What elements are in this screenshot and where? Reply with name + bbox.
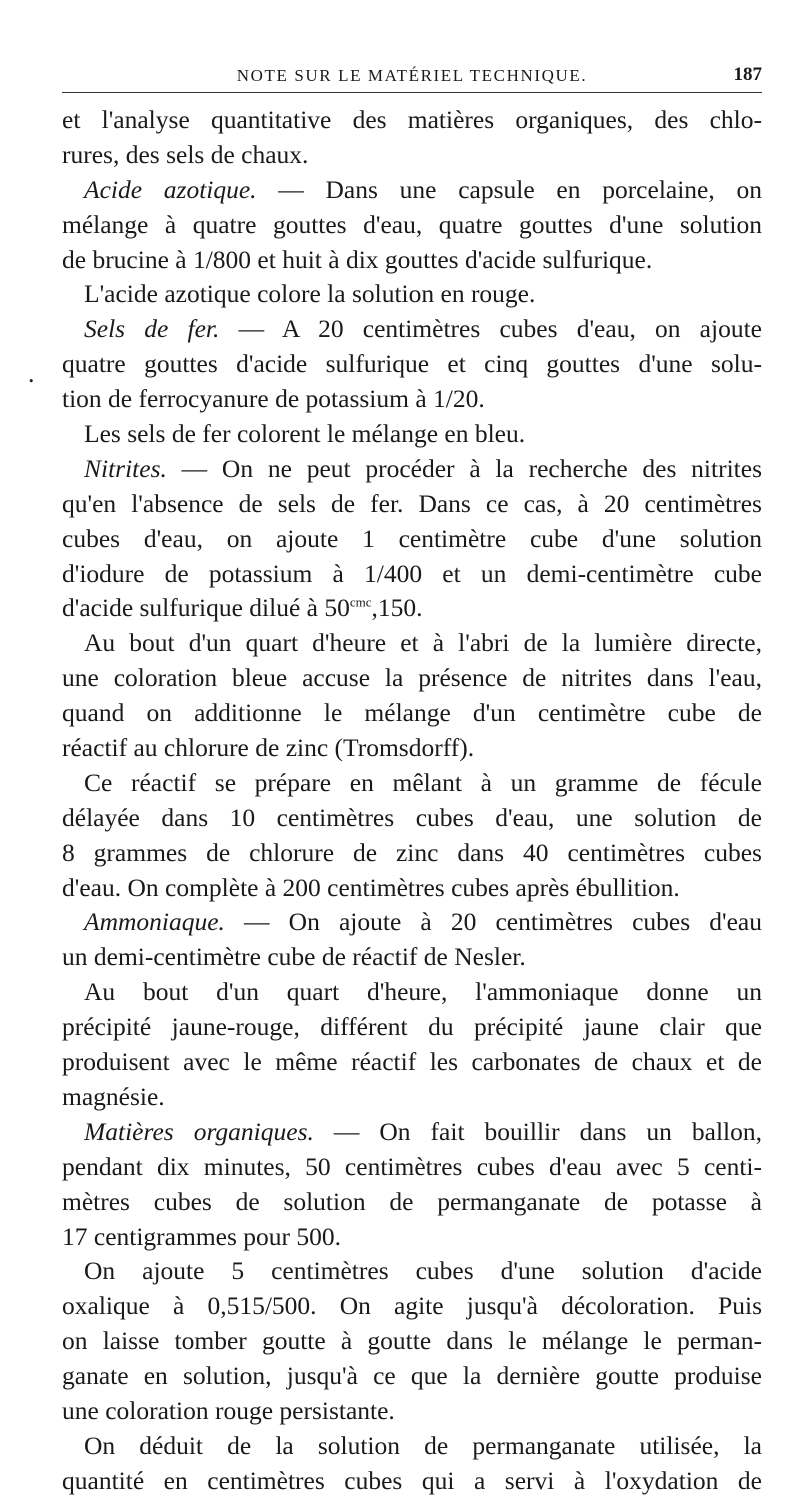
text-run: précipité jaune-rouge, différent du précipité jaune clair que [62, 1012, 762, 1042]
text-run: cubes d'eau, on ajoute 1 centimètre cube d'une solution [62, 523, 762, 553]
text-line [62, 626, 762, 661]
text-run: Ce réactif se prépare en mêlant à un gramme de fécule [84, 767, 762, 797]
text-line [62, 522, 762, 557]
text-line [62, 731, 762, 766]
text-line [62, 1289, 762, 1324]
text-run: quantité en centimètres cubes qui a servi à l'oxydation de [62, 1465, 762, 1495]
text-run: qu'en l'absence de sels de fer. Dans ce cas, à 20 centimètres [62, 488, 762, 518]
text-run: un demi-centimètre cube de réactif de Nesler. [62, 942, 526, 972]
text-run: Au bout d'un quart d'heure et à l'abri de la lumière directe, [84, 628, 762, 658]
text-line [62, 277, 762, 312]
text-run: — A 20 centimètres cubes d'eau, on ajoute [219, 314, 762, 344]
text-run: on laisse tomber goutte à goutte dans le mélange le perman- [62, 1326, 762, 1356]
text-run: d'eau. On complète à 200 centimètres cubes après ébullition. [62, 872, 680, 902]
text-run: et l'analyse quantitative des matières organiques, des chlo- [62, 105, 762, 134]
text-line [62, 208, 762, 243]
text-line [62, 1394, 762, 1429]
text-line [62, 1220, 762, 1255]
text-run: 17 centigrammes pour 500. [62, 1221, 342, 1251]
text-run: tion de ferrocyanure de potassium à 1/20. [62, 384, 485, 414]
text-run: magnésie. [62, 1081, 165, 1111]
text-line [62, 382, 762, 417]
text-line [62, 975, 762, 1010]
body-text [62, 103, 762, 1499]
text-line [62, 766, 762, 801]
text-run: oxalique à 0,515/500. On agite jusqu'à décoloration. Puis [62, 1291, 762, 1321]
page-number: 187 [733, 64, 762, 85]
margin-mark: . [28, 359, 35, 388]
text-line [62, 1185, 762, 1220]
text-run: réactif au chlorure de zinc (Tromsdorff). [62, 733, 475, 763]
text-line [62, 1045, 762, 1080]
text-run: On déduit de la solution de permanganate utilisée, la [84, 1430, 762, 1460]
text-run: quand on additionne le mélange d'un centimètre cube de [62, 698, 762, 728]
text-run: — On ne peut procéder à la recherche des nitrites [166, 453, 762, 483]
text-run: une coloration rouge persistante. [62, 1395, 395, 1425]
text-line [62, 905, 762, 940]
text-line [62, 836, 762, 871]
text-run: 8 grammes de chlorure de zinc dans 40 centimètres cubes [62, 837, 762, 867]
running-head: NOTE SUR LE MATÉRIEL TECHNIQUE. [236, 66, 588, 85]
text-line [62, 312, 762, 347]
section-heading: Sels de fer. [84, 314, 220, 344]
text-run: une coloration bleue accuse la présence de nitrites dans l'eau, [62, 663, 762, 693]
text-line [62, 487, 762, 522]
text-line [62, 243, 762, 278]
text-run: délayée dans 10 centimètres cubes d'eau, une solution de [62, 802, 762, 832]
text-run: — Dans une capsule en porcelaine, on [256, 174, 762, 204]
text-run: pendant dix minutes, 50 centimètres cubes d'eau avec 5 centi- [62, 1151, 762, 1181]
text-line [62, 557, 762, 592]
text-run: Les sels de fer colorent le mélange en bleu. [84, 419, 526, 449]
text-line [62, 103, 762, 138]
text-line [62, 801, 762, 836]
text-line [62, 1429, 762, 1464]
text-run: — On fait bouillir dans un ballon, [313, 1116, 762, 1146]
section-heading: Ammoniaque. [84, 907, 225, 937]
text-run: de brucine à 1/800 et huit à dix gouttes d'acide sulfurique. [62, 244, 653, 274]
text-line [62, 1115, 762, 1150]
text-run: d'acide sulfurique dilué à 50 [62, 593, 350, 623]
text-run: produisent avec le même réactif les carbonates de chaux et de [62, 1047, 762, 1077]
text-line [62, 1150, 762, 1185]
text-line [62, 173, 762, 208]
text-run: ,150. [371, 593, 423, 623]
text-run: On ajoute 5 centimètres cubes d'une solution d'acide [84, 1256, 762, 1286]
text-run: mélange à quatre gouttes d'eau, quatre gouttes d'une solution [62, 209, 762, 239]
text-run: rures, des sels de chaux. [62, 139, 309, 169]
text-line [62, 347, 762, 382]
section-heading: Nitrites. [84, 453, 167, 483]
text-line [62, 591, 762, 626]
text-run: — On ajoute à 20 centimètres cubes d'eau [224, 907, 762, 937]
text-run: ganate en solution, jusqu'à ce que la dernière goutte produise [62, 1361, 762, 1391]
text-run: Au bout d'un quart d'heure, l'ammoniaque donne un [84, 977, 762, 1007]
text-run: mètres cubes de solution de permanganate de potasse à [62, 1186, 762, 1216]
text-line [62, 871, 762, 906]
text-line [62, 138, 762, 173]
text-line [62, 417, 762, 452]
text-line [62, 1324, 762, 1359]
text-line [62, 1080, 762, 1115]
text-line [62, 1254, 762, 1289]
text-line [62, 940, 762, 975]
text-run: L'acide azotique colore la solution en rouge. [84, 279, 536, 309]
text-line [62, 1359, 762, 1394]
text-line [62, 696, 762, 731]
text-line [62, 1010, 762, 1045]
section-heading: Matières organiques. [84, 1116, 314, 1146]
text-run: quatre gouttes d'acide sulfurique et cinq gouttes d'une solu- [62, 349, 762, 379]
text-line [62, 661, 762, 696]
text-line [62, 452, 762, 487]
page-header [62, 62, 762, 93]
section-heading: Acide azotique. [84, 174, 257, 204]
text-run: d'iodure de potassium à 1/400 et un demi-centimètre cube [62, 558, 762, 588]
unit-superscript: cmc [349, 594, 372, 610]
